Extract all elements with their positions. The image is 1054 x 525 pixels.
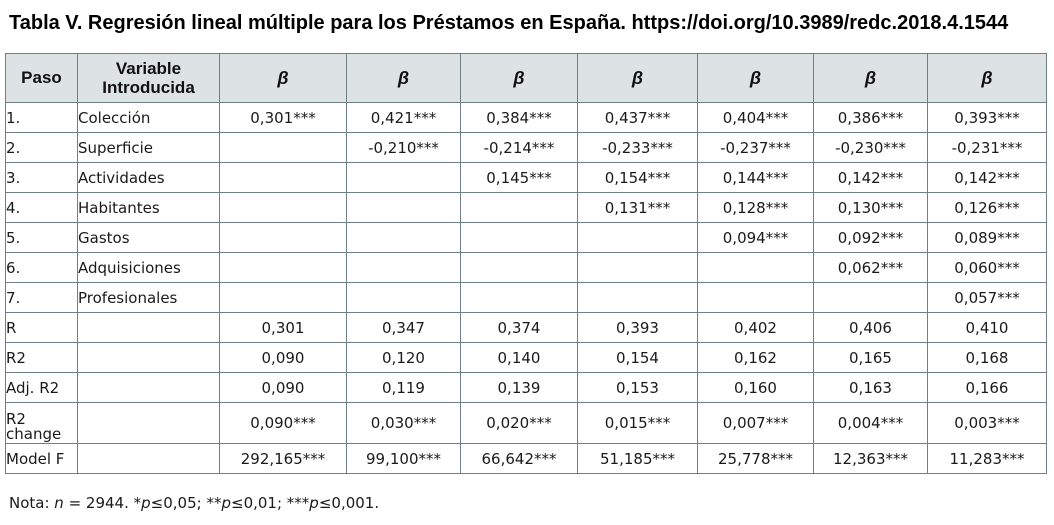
step-line1: R2 [6,410,26,428]
value-cell: 0,090 [220,373,347,403]
step-cell: 4. [6,193,78,223]
table-row [6,444,1047,474]
step-cell: 2. [6,133,78,163]
value-cell: 0,126*** [928,193,1047,223]
variable-cell [78,313,220,343]
step-cell: 5. [6,223,78,253]
variable-cell [78,373,220,403]
table-row [6,193,1047,223]
variable-cell: Habitantes [78,193,220,223]
note-p-symbol: p [141,494,151,512]
value-cell: 99,100*** [347,444,461,474]
step-cell: R [6,313,78,343]
note-threshold: ≤0,01; *** [231,494,310,512]
header-beta: β [347,54,461,103]
value-cell: 0,168 [928,343,1047,373]
value-cell [814,283,928,313]
value-cell: -0,231*** [928,133,1047,163]
header-beta: β [928,54,1047,103]
value-cell: -0,230*** [814,133,928,163]
step-cell: Model F [6,444,78,474]
table-row [6,133,1047,163]
value-cell [220,133,347,163]
header-beta: β [698,54,814,103]
value-cell: 0,094*** [698,223,814,253]
header-step: Paso [6,54,78,103]
variable-cell: Actividades [78,163,220,193]
table-row [6,163,1047,193]
value-cell: 0,154 [578,343,698,373]
value-cell: 0,393 [578,313,698,343]
value-cell: 0,090*** [220,403,347,444]
value-cell: 0,163 [814,373,928,403]
value-cell: 0,007*** [698,403,814,444]
value-cell: 51,185*** [578,444,698,474]
value-cell [578,223,698,253]
value-cell: 0,130*** [814,193,928,223]
table-title: Tabla V. Regresión lineal múltiple para los Préstamos en España. https://doi.org/10.3989/redc.2018.4.1544 [9,12,1009,34]
value-cell: 0,410 [928,313,1047,343]
header-beta: β [814,54,928,103]
value-cell: 0,020*** [461,403,578,444]
value-cell [220,223,347,253]
value-cell: 0,142*** [928,163,1047,193]
value-cell [220,163,347,193]
table-row [6,313,1047,343]
value-cell [461,253,578,283]
value-cell: 0,015*** [578,403,698,444]
value-cell: 0,421*** [347,103,461,133]
value-cell: 0,437*** [578,103,698,133]
regression-table [5,53,1047,474]
value-cell: 0,165 [814,343,928,373]
variable-cell: Colección [78,103,220,133]
value-cell: 0,139 [461,373,578,403]
value-cell: 0,144*** [698,163,814,193]
value-cell: 25,778*** [698,444,814,474]
note-threshold: ≤0,05; ** [150,494,222,512]
value-cell: 0,090 [220,343,347,373]
value-cell: 0,166 [928,373,1047,403]
value-cell [347,253,461,283]
variable-cell: Profesionales [78,283,220,313]
step-cell: Adj. R2 [6,373,78,403]
step-cell: 3. [6,163,78,193]
note-p-symbol: p [221,494,231,512]
value-cell: 0,062*** [814,253,928,283]
value-cell [347,283,461,313]
value-cell: 0,162 [698,343,814,373]
step-cell: 7. [6,283,78,313]
table-row [6,253,1047,283]
value-cell [220,193,347,223]
value-cell: 0,128*** [698,193,814,223]
value-cell: 0,131*** [578,193,698,223]
step-cell: R2 [6,343,78,373]
variable-cell: Superficie [78,133,220,163]
value-cell: 0,402 [698,313,814,343]
value-cell [578,253,698,283]
value-cell: 0,154*** [578,163,698,193]
value-cell: 0,089*** [928,223,1047,253]
table-row [6,403,1047,444]
note-p-symbol: p [309,494,319,512]
value-cell: 0,393*** [928,103,1047,133]
variable-cell [78,444,220,474]
table-row [6,283,1047,313]
variable-cell [78,343,220,373]
step-cell [6,403,78,444]
value-cell: 0,142*** [814,163,928,193]
value-cell: -0,214*** [461,133,578,163]
value-cell [347,223,461,253]
value-cell: 0,003*** [928,403,1047,444]
table-row [6,103,1047,133]
table-row [6,343,1047,373]
value-cell [347,193,461,223]
value-cell [347,163,461,193]
step-line2: change [6,425,62,443]
value-cell: 0,120 [347,343,461,373]
header-beta: β [461,54,578,103]
value-cell: 0,140 [461,343,578,373]
value-cell: -0,237*** [698,133,814,163]
value-cell: 292,165*** [220,444,347,474]
value-cell: 0,386*** [814,103,928,133]
note-n-value: = 2944. * [63,494,142,512]
value-cell [220,253,347,283]
value-cell: 11,283*** [928,444,1047,474]
table-row [6,223,1047,253]
value-cell [698,253,814,283]
header-beta: β [578,54,698,103]
value-cell [698,283,814,313]
value-cell: -0,210*** [347,133,461,163]
value-cell: 0,004*** [814,403,928,444]
table-note [9,494,379,512]
value-cell [220,283,347,313]
value-cell: 0,030*** [347,403,461,444]
value-cell: -0,233*** [578,133,698,163]
value-cell: 0,145*** [461,163,578,193]
table-header-row [6,54,1047,103]
variable-cell: Gastos [78,223,220,253]
value-cell: 0,060*** [928,253,1047,283]
value-cell: 0,374 [461,313,578,343]
value-cell [578,283,698,313]
step-cell: 6. [6,253,78,283]
value-cell [461,193,578,223]
value-cell: 0,406 [814,313,928,343]
value-cell: 0,057*** [928,283,1047,313]
value-cell [461,283,578,313]
value-cell: 0,160 [698,373,814,403]
note-prefix: Nota: [9,494,55,512]
value-cell: 66,642*** [461,444,578,474]
value-cell: 0,119 [347,373,461,403]
header-variable-line1: Variable [115,59,182,78]
value-cell [461,223,578,253]
value-cell: 0,404*** [698,103,814,133]
value-cell: 12,363*** [814,444,928,474]
variable-cell [78,403,220,444]
header-beta: β [220,54,347,103]
note-n-symbol: n [54,494,64,512]
value-cell: 0,301 [220,313,347,343]
step-cell: 1. [6,103,78,133]
value-cell: 0,384*** [461,103,578,133]
variable-cell: Adquisiciones [78,253,220,283]
value-cell: 0,301*** [220,103,347,133]
table-row [6,373,1047,403]
header-variable [78,54,220,103]
note-threshold: ≤0,001. [318,494,380,512]
header-variable-line2: Introducida [102,78,195,97]
value-cell: 0,347 [347,313,461,343]
value-cell: 0,092*** [814,223,928,253]
value-cell: 0,153 [578,373,698,403]
